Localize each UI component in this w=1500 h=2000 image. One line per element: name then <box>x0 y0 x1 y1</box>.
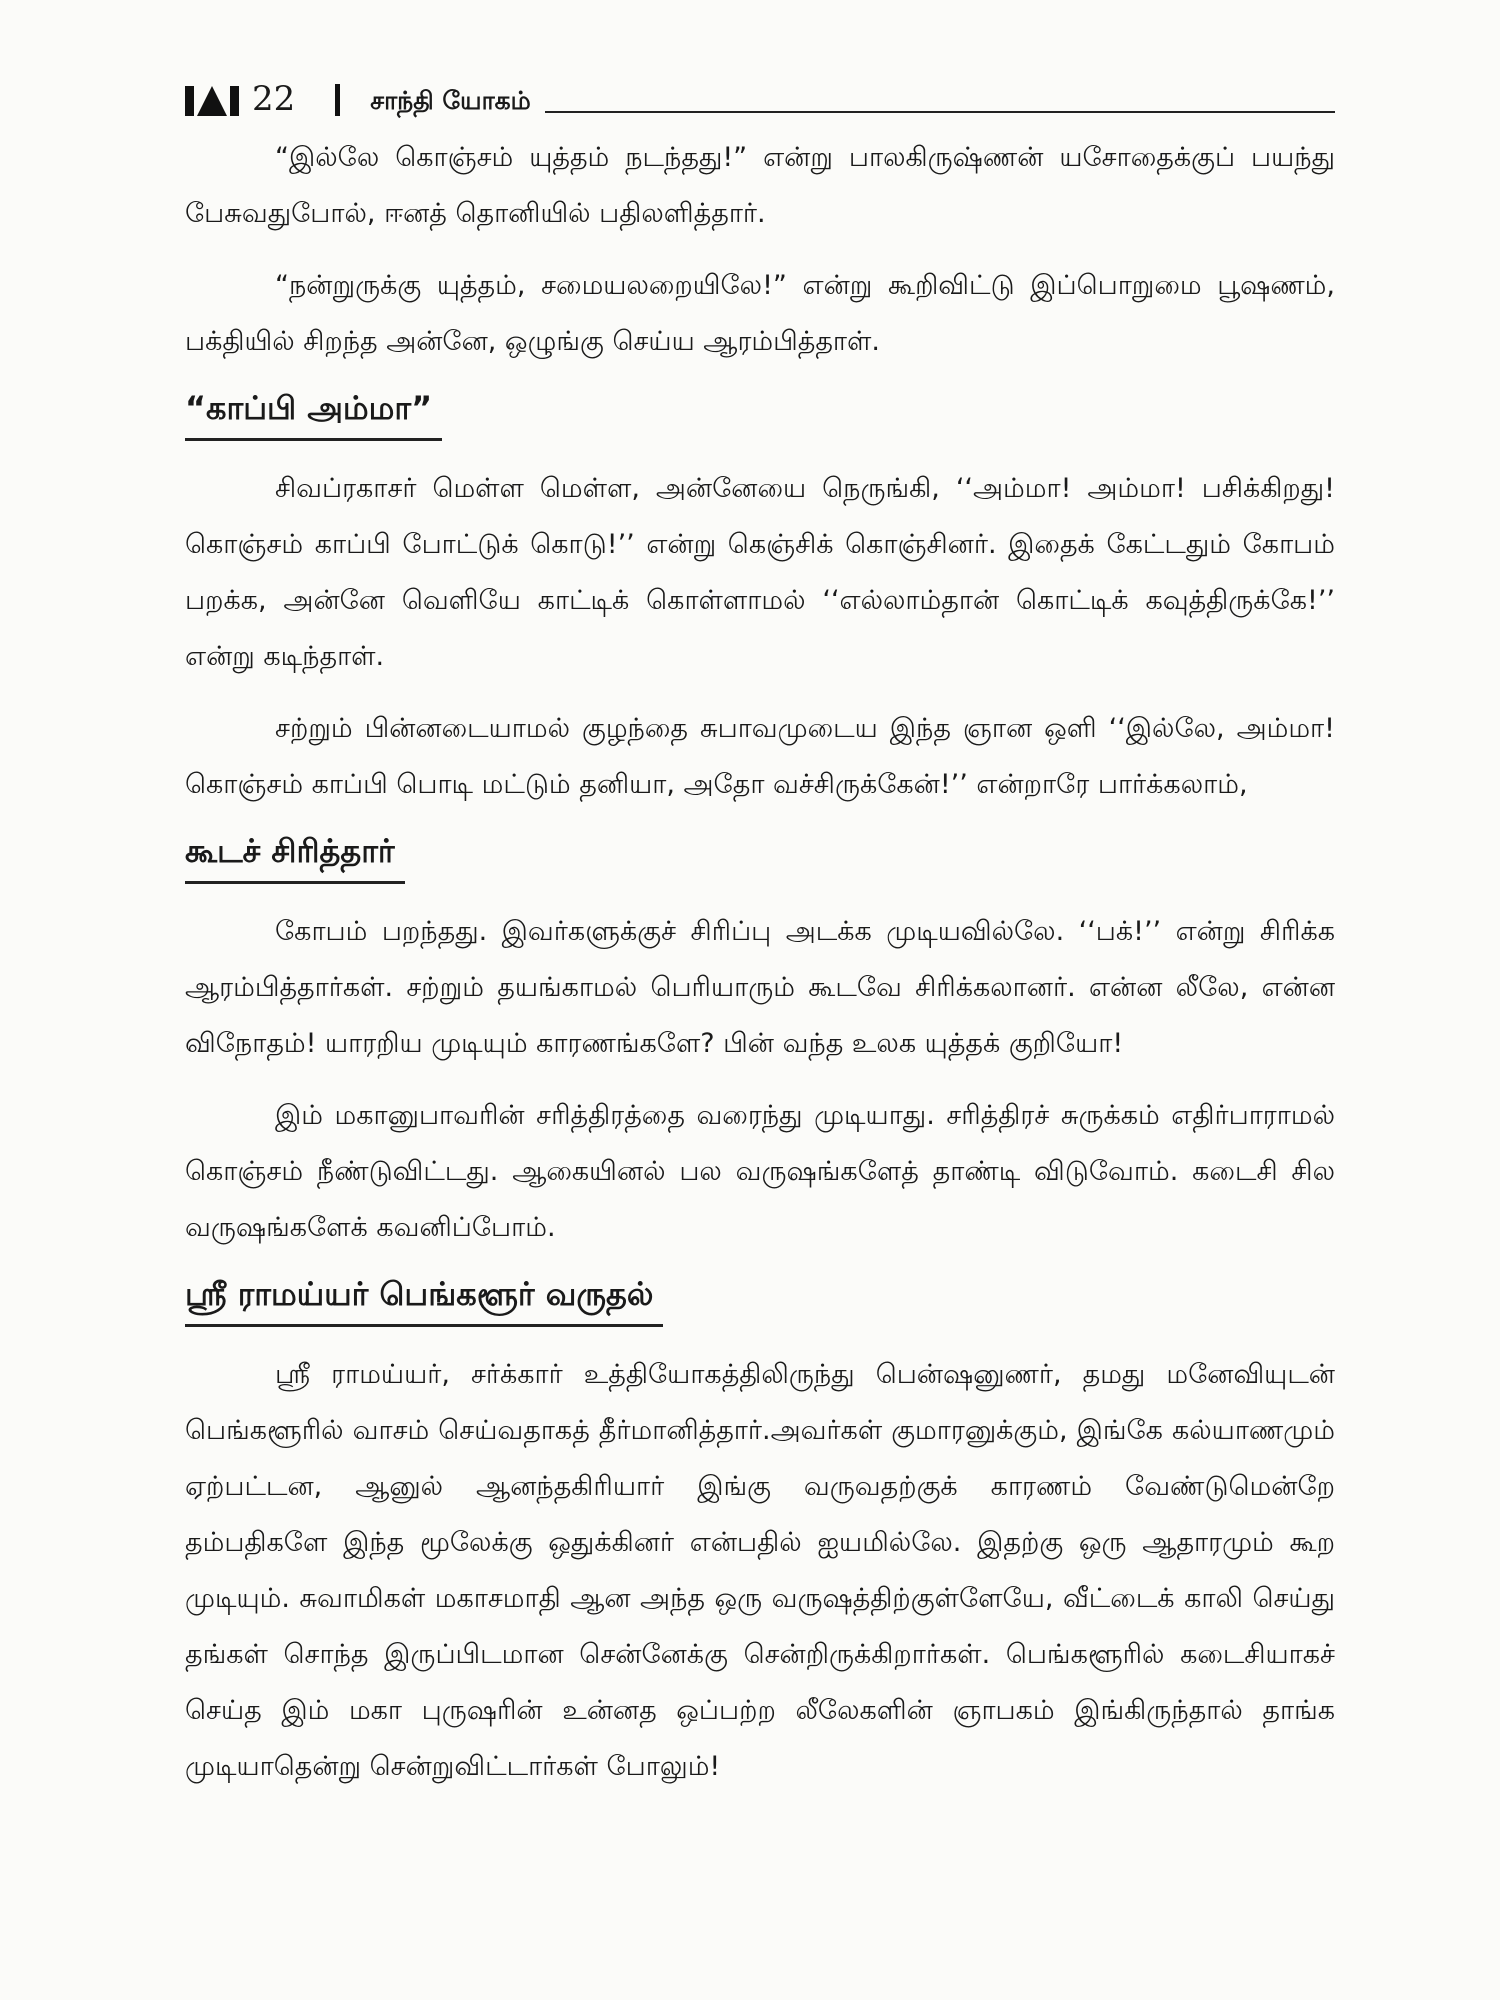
publisher-logo-icon <box>185 82 242 116</box>
header-rule <box>545 111 1335 113</box>
section-heading: கூடச் சிரித்தார் <box>185 827 405 884</box>
paragraph: “நன்றுருக்கு யுத்தம், சமையலறையிலே!” என்று கூறிவிட்டு இப்பொறுமை பூஷணம், பக்தியில் சிறந்த அன்னே, ஒழுங்கு செய்ய ஆரம்பித்தாள். <box>185 270 1335 357</box>
paragraph: சற்றும் பின்னடையாமல் குழந்தை சுபாவமுடைய இந்த ஞான ஒளி ‘‘இல்லே, அம்மா! கொஞ்சம் காப்பி பொடி மட்டும் தனியா, அதோ வச்சிருக்கேன்!’’ என்றாரே பார்க்கலாம், <box>185 713 1335 800</box>
paragraph: சிவப்ரகாசர் மெள்ள மெள்ள, அன்னேயை நெருங்கி, ‘‘அம்மா! அம்மா! பசிக்கிறது! கொஞ்சம் காப்பி போட்டுக் கொடு!’’ என்று கெஞ்சிக் கொஞ்சினர். இதைக் கேட்டதும் கோபம் பறக்க, அன்னே வெளியே காட்டிக் கொள்ளாமல் ‘‘எல்லாம்தான் கொட்டிக் கவுத்திருக்கே!’’ என்று கடிந்தாள். <box>185 473 1335 672</box>
page-number: 22 <box>252 79 296 119</box>
paragraph: “இல்லே கொஞ்சம் யுத்தம் நடந்தது!” என்று பாலகிருஷ்ணன் யசோதைக்குப் பயந்து பேசுவதுபோல், ஈனத் தொனியில் பதிலளித்தார். <box>185 142 1335 229</box>
paragraph: ஸ்ரீ ராமய்யர், சர்க்கார் உத்தியோகத்திலிருந்து பென்ஷனுணர், தமது மனேவியுடன் பெங்களூரில் வாசம் செய்வதாகத் தீர்மானித்தார்.அவர்கள் குமாரனுக்கும், இங்கே கல்யாணமும் ஏற்பட்டன, ஆனுல் ஆனந்தகிரியார் இங்கு வருவதற்குக் காரணம் வேண்டுமென்றே தம்பதிகளே இந்த மூலேக்கு ஒதுக்கினர் என்பதில் ஐயமில்லே. இதற்கு ஒரு ஆதாரமும் கூற முடியும். சுவாமிகள் மகாசமாதி ஆன அந்த ஒரு வருஷத்திற்குள்ளேயே, வீட்டைக் காலி செய்து தங்கள் சொந்த இருப்பிடமான சென்னேக்கு சென்றிருக்கிறார்கள். பெங்களூரில் கடைசியாகச் செய்த இம் மகா புருஷரின் உன்னத ஒப்பற்ற லீலேகளின் ஞாபகம் இங்கிருந்தால் தாங்க முடியாதென்று சென்றுவிட்டார்கள் போலும்! <box>185 1359 1335 1782</box>
paragraph: இம் மகானுபாவரின் சரித்திரத்தை வரைந்து முடியாது. சரித்திரச் சுருக்கம் எதிர்பாராமல் கொஞ்சம் நீண்டுவிட்டது. ஆகையினல் பல வருஷங்களேத் தாண்டி விடுவோம். கடைசி சில வருஷங்களேக் கவனிப்போம். <box>185 1100 1335 1243</box>
header-separator <box>335 84 340 116</box>
paragraph: கோபம் பறந்தது. இவர்களுக்குச் சிரிப்பு அடக்க முடியவில்லே. ‘‘பக்!’’ என்று சிரிக்க ஆரம்பித்தார்கள். சற்றும் தயங்காமல் பெரியாரும் கூடவே சிரிக்கலானர். என்ன லீலே, என்ன விநோதம்! யாரறிய முடியும் காரணங்களே? பின் வந்த உலக யுத்தக் குறியோ! <box>185 916 1335 1059</box>
page-header <box>185 70 1335 119</box>
section-heading: ஸ்ரீ ராமய்யர் பெங்களூர் வருதல் <box>185 1270 663 1327</box>
section-heading: “காப்பி அம்மா” <box>185 384 442 441</box>
book-page <box>185 70 1335 1795</box>
book-title: சாந்தி யோகம் <box>370 86 531 115</box>
